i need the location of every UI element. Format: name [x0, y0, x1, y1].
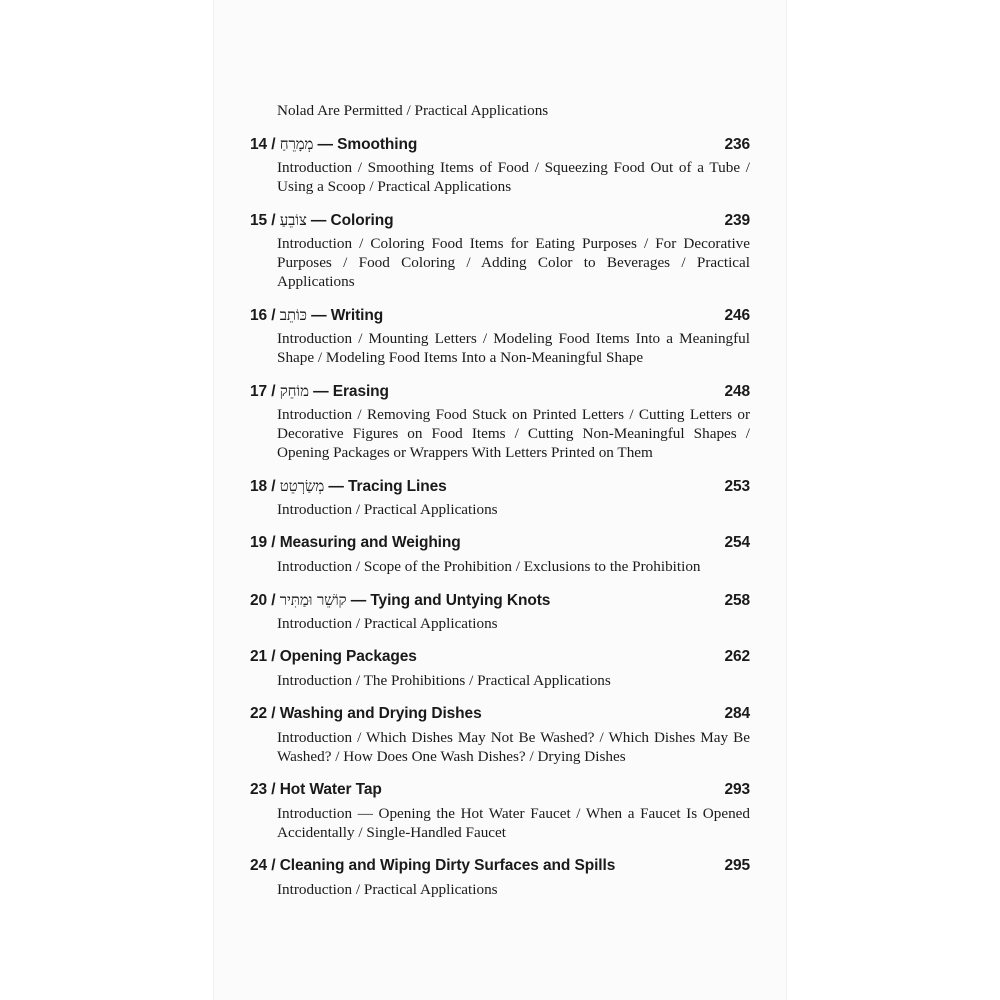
chapter-number: 21 /: [250, 648, 276, 665]
entry-description: Introduction / Mounting Letters / Modeling Food Items Into a Meaningful Shape / Modeling Food Items Into a Non-Meaningful Shape: [277, 330, 750, 366]
entry-heading: [250, 856, 750, 876]
hebrew-term: מוֹחֵק: [279, 382, 309, 400]
em-dash: —: [350, 592, 367, 609]
entry-heading-text: [250, 856, 615, 876]
toc-entry: [250, 134, 750, 196]
entry-description: Introduction / Coloring Food Items for Eating Purposes / For Decorative Purposes / Food Coloring / Adding Color to Beverages / Practical Applications: [277, 235, 750, 290]
entry-description: Introduction / The Prohibitions / Practical Applications: [277, 672, 611, 689]
hebrew-term: כּוֹתֵב: [279, 306, 307, 324]
page-number: 254: [724, 534, 750, 551]
entry-heading: [250, 305, 750, 325]
chapter-number: 17 /: [250, 383, 276, 400]
page-number: 284: [724, 705, 750, 722]
entry-description: Introduction / Practical Applications: [277, 501, 498, 518]
entry-description: Introduction / Scope of the Prohibition / Exclusions to the Prohibition: [277, 558, 701, 575]
entry-heading-text: [250, 590, 550, 611]
entry-description: Introduction — Opening the Hot Water Faucet / When a Faucet Is Opened Accidentally / Single-Handled Faucet: [277, 805, 750, 841]
page-number: 239: [724, 212, 750, 229]
entry-heading-text: [250, 134, 417, 155]
entry-heading: [250, 704, 750, 724]
toc-entries: [250, 134, 750, 899]
toc-entry: [250, 533, 750, 576]
hebrew-term: צוֹבֵעַ: [279, 211, 307, 229]
entry-heading-text: [250, 533, 461, 553]
entry-heading-text: [250, 210, 393, 231]
page-number: 258: [724, 592, 750, 609]
entry-heading-text: [250, 381, 389, 402]
entry-heading-text: [250, 476, 447, 497]
hebrew-term: מְמָרֵחַ: [279, 135, 314, 153]
entry-description: Introduction / Practical Applications: [277, 615, 498, 632]
entry-heading: [250, 381, 750, 401]
chapter-title: Smoothing: [337, 136, 418, 153]
chapter-title: Writing: [330, 307, 384, 324]
toc-entry: [250, 305, 750, 367]
entry-heading-text: [250, 305, 383, 326]
toc-entry: [250, 647, 750, 690]
entry-heading: [250, 210, 750, 230]
chapter-number: 16 /: [250, 307, 276, 324]
entry-description: Introduction / Which Dishes May Not Be Washed? / Which Dishes May Be Washed? / How Does One Wash Dishes? / Drying Dishes: [277, 729, 750, 765]
toc-entry: [250, 590, 750, 633]
chapter-number: 18 /: [250, 478, 276, 495]
continued-description: Nolad Are Permitted / Practical Applications: [277, 102, 549, 119]
entry-description: Introduction / Removing Food Stuck on Printed Letters / Cutting Letters or Decorative Figures on Food Items / Cutting Non-Meaningful Shapes / Opening Packages or Wrappers With Letters Printed on Them: [277, 406, 750, 461]
entry-heading-text: [250, 647, 417, 667]
page-number: 293: [724, 781, 750, 798]
page-number: 246: [724, 307, 750, 324]
toc-entry: [250, 780, 750, 842]
table-of-contents: [250, 101, 750, 913]
toc-entry: [250, 210, 750, 291]
chapter-title: Opening Packages: [279, 648, 417, 665]
toc-entry: [250, 704, 750, 766]
chapter-number: 20 /: [250, 592, 276, 609]
toc-entry: [250, 381, 750, 462]
chapter-number: 19 /: [250, 534, 276, 551]
entry-description: Introduction / Smoothing Items of Food / Squeezing Food Out of a Tube / Using a Scoop / Practical Applications: [277, 159, 750, 195]
hebrew-term: קוֹשֵׁר וּמַתִּיר: [279, 591, 347, 609]
chapter-number: 23 /: [250, 781, 276, 798]
entry-description: Introduction / Practical Applications: [277, 881, 498, 898]
page-number: 253: [724, 478, 750, 495]
chapter-number: 14 /: [250, 136, 276, 153]
entry-heading: [250, 780, 750, 800]
page-number: 295: [724, 857, 750, 874]
em-dash: —: [313, 383, 329, 400]
em-dash: —: [328, 478, 344, 495]
entry-heading-text: [250, 780, 382, 800]
em-dash: —: [317, 136, 333, 153]
chapter-title: Hot Water Tap: [279, 781, 382, 798]
em-dash: —: [311, 307, 327, 324]
chapter-title: Coloring: [330, 212, 394, 229]
entry-heading: [250, 134, 750, 154]
page-number: 262: [724, 648, 750, 665]
toc-entry: [250, 856, 750, 899]
chapter-title: Washing and Drying Dishes: [279, 705, 482, 722]
hebrew-term: מְשַׂרְטֵט: [279, 477, 325, 495]
chapter-title: Cleaning and Wiping Dirty Surfaces and Spills: [279, 857, 616, 874]
entry-heading: [250, 647, 750, 667]
entry-heading-text: [250, 704, 482, 724]
chapter-number: 24 /: [250, 857, 276, 874]
toc-entry: [250, 476, 750, 519]
chapter-title: Measuring and Weighing: [279, 534, 461, 551]
chapter-number: 22 /: [250, 705, 276, 722]
entry-heading: [250, 590, 750, 610]
page-number: 236: [724, 136, 750, 153]
chapter-title: Tracing Lines: [348, 478, 447, 495]
em-dash: —: [310, 212, 327, 229]
chapter-number: 15 /: [250, 212, 276, 229]
chapter-title: Erasing: [332, 383, 389, 400]
page-number: 248: [724, 383, 750, 400]
entry-heading: [250, 476, 750, 496]
chapter-title: Tying and Untying Knots: [370, 592, 551, 609]
entry-heading: [250, 533, 750, 553]
